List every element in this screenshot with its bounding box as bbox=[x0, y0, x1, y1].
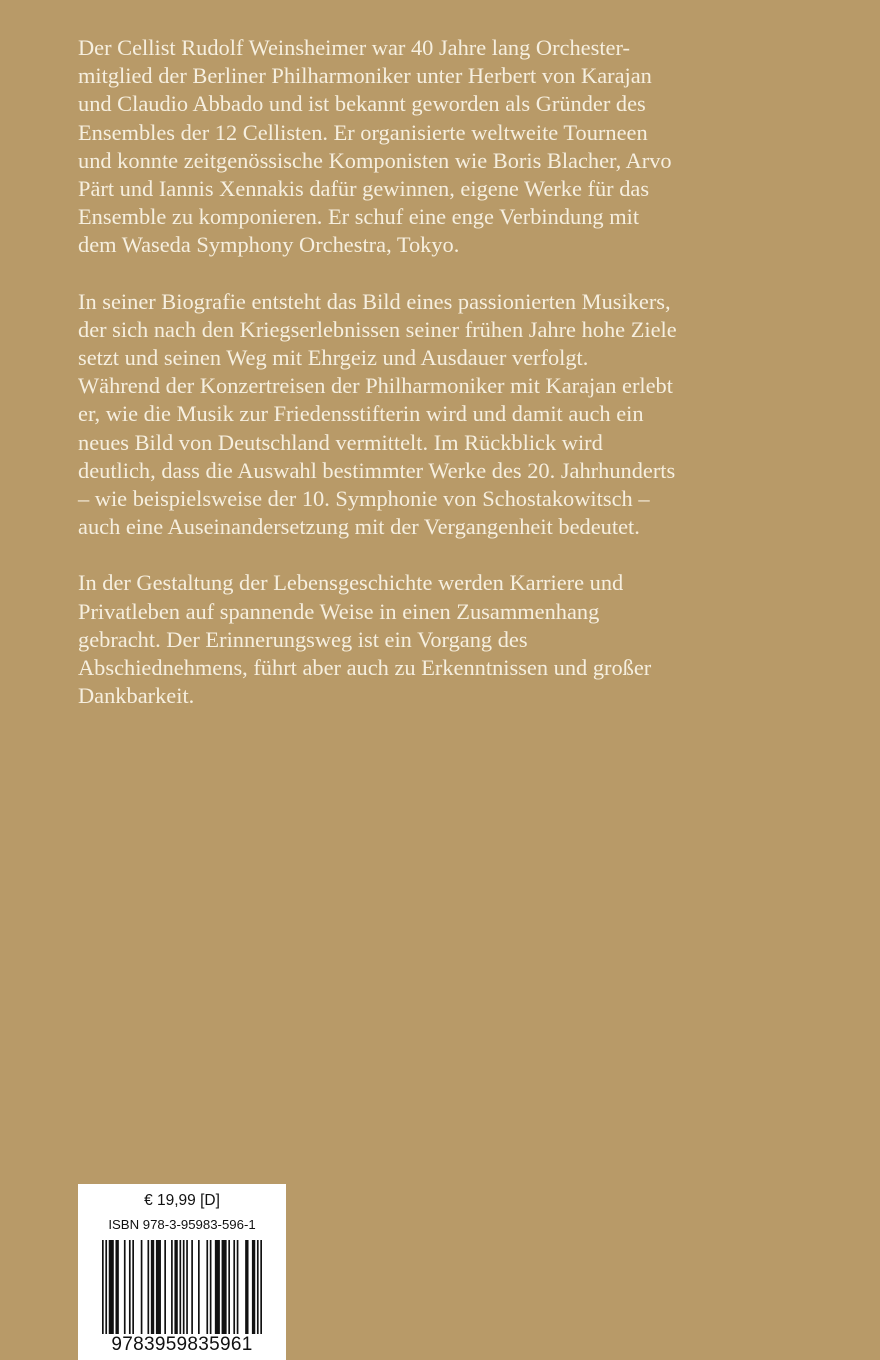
barcode-bar bbox=[215, 1240, 220, 1334]
blurb-line: Pärt und Iannis Xennakis dafür gewinnen, eigene Werke für das bbox=[78, 176, 650, 202]
barcode-bar bbox=[257, 1240, 259, 1334]
barcode-bar bbox=[186, 1240, 188, 1334]
blurb-line: der sich nach den Kriegserlebnissen seiner frühen Jahre hohe Ziele bbox=[78, 316, 677, 342]
barcode-bar bbox=[198, 1240, 200, 1334]
blurb-paragraph-1 bbox=[78, 34, 798, 260]
barcode-bar bbox=[206, 1240, 208, 1334]
barcode-bar bbox=[105, 1240, 107, 1334]
blurb-paragraph-3 bbox=[78, 569, 798, 710]
blurb-line: setzt und seinen Weg mit Ehrgeiz und Ausdauer verfolgt. bbox=[78, 345, 589, 371]
barcode-bar bbox=[147, 1240, 149, 1334]
barcode-bar bbox=[191, 1240, 193, 1334]
barcode-bar bbox=[156, 1240, 161, 1334]
blurb-line: – wie beispielsweise der 10. Symphonie von Schostakowitsch – bbox=[78, 486, 650, 512]
blurb-line: Während der Konzertreisen der Philharmoniker mit Karajan erlebt bbox=[78, 373, 673, 399]
barcode-bar bbox=[171, 1240, 173, 1334]
barcode-bar bbox=[129, 1240, 131, 1334]
blurb-line: und Claudio Abbado und ist bekannt geworden als Gründer des bbox=[78, 91, 646, 117]
barcode-bar bbox=[164, 1240, 166, 1334]
barcode-bar bbox=[237, 1240, 239, 1334]
ean13-barcode-icon bbox=[102, 1240, 262, 1334]
barcode-bar bbox=[174, 1240, 177, 1334]
barcode-bar bbox=[109, 1240, 114, 1334]
blurb-paragraph-2 bbox=[78, 288, 798, 542]
blurb-line: Ensembles der 12 Cellisten. Er organisierte weltweite Tourneen bbox=[78, 119, 648, 145]
barcode-bar bbox=[124, 1240, 126, 1334]
barcode-bar bbox=[151, 1240, 154, 1334]
blurb-line: und konnte zeitgenössische Komponisten wie Boris Blacher, Arvo bbox=[78, 147, 672, 173]
price-label: € 19,99 [D] bbox=[144, 1192, 220, 1209]
barcode-bar bbox=[260, 1240, 262, 1334]
blurb-line: In der Gestaltung der Lebensgeschichte werden Karriere und bbox=[78, 570, 624, 596]
blurb-line: auch eine Auseinandersetzung mit der Vergangenheit bedeutet. bbox=[78, 514, 640, 540]
barcode-bar bbox=[102, 1240, 104, 1334]
blurb-line: Der Cellist Rudolf Weinsheimer war 40 Jahre lang Orchester- bbox=[78, 35, 630, 60]
isbn-label: ISBN 978-3-95983-596-1 bbox=[108, 1217, 256, 1232]
barcode-bar bbox=[210, 1240, 212, 1334]
barcode-number: 9783959835961 bbox=[111, 1334, 253, 1355]
barcode-bar bbox=[132, 1240, 134, 1334]
blurb-line: In seiner Biografie entsteht das Bild eines passionierten Musikers, bbox=[78, 288, 671, 314]
barcode-bar bbox=[245, 1240, 248, 1334]
barcode-bar bbox=[183, 1240, 185, 1334]
blurb-line: er, wie die Musik zur Friedensstifterin wird und damit auch ein bbox=[78, 401, 644, 427]
blurb-line: Privatleben auf spannende Weise in einen Zusammenhang bbox=[78, 598, 600, 624]
blurb-line: deutlich, dass die Auswahl bestimmter Werke des 20. Jahrhunderts bbox=[78, 457, 676, 483]
barcode-bar bbox=[252, 1240, 255, 1334]
back-cover-blurb bbox=[78, 34, 798, 738]
blurb-line: dem Waseda Symphony Orchestra, Tokyo. bbox=[78, 232, 460, 258]
blurb-line: gebracht. Der Erinnerungsweg ist ein Vorgang des bbox=[78, 626, 528, 652]
blurb-line: mitglied der Berliner Philharmoniker unter Herbert von Karajan bbox=[78, 63, 652, 89]
barcode-bar bbox=[222, 1240, 227, 1334]
blurb-line: Ensemble zu komponieren. Er schuf eine enge Verbindung mit bbox=[78, 204, 640, 230]
blurb-line: Dankbarkeit. bbox=[78, 683, 195, 709]
blurb-line: neues Bild von Deutschland vermittelt. Im Rückblick wird bbox=[78, 429, 603, 455]
barcode-bar bbox=[233, 1240, 235, 1334]
barcode-bar bbox=[179, 1240, 181, 1334]
barcode-bar bbox=[228, 1240, 230, 1334]
barcode-bar bbox=[115, 1240, 118, 1334]
blurb-line: Abschiednehmens, führt aber auch zu Erkenntnissen und großer bbox=[78, 655, 652, 681]
price-isbn-box bbox=[78, 1184, 286, 1360]
barcode-bar bbox=[141, 1240, 143, 1334]
